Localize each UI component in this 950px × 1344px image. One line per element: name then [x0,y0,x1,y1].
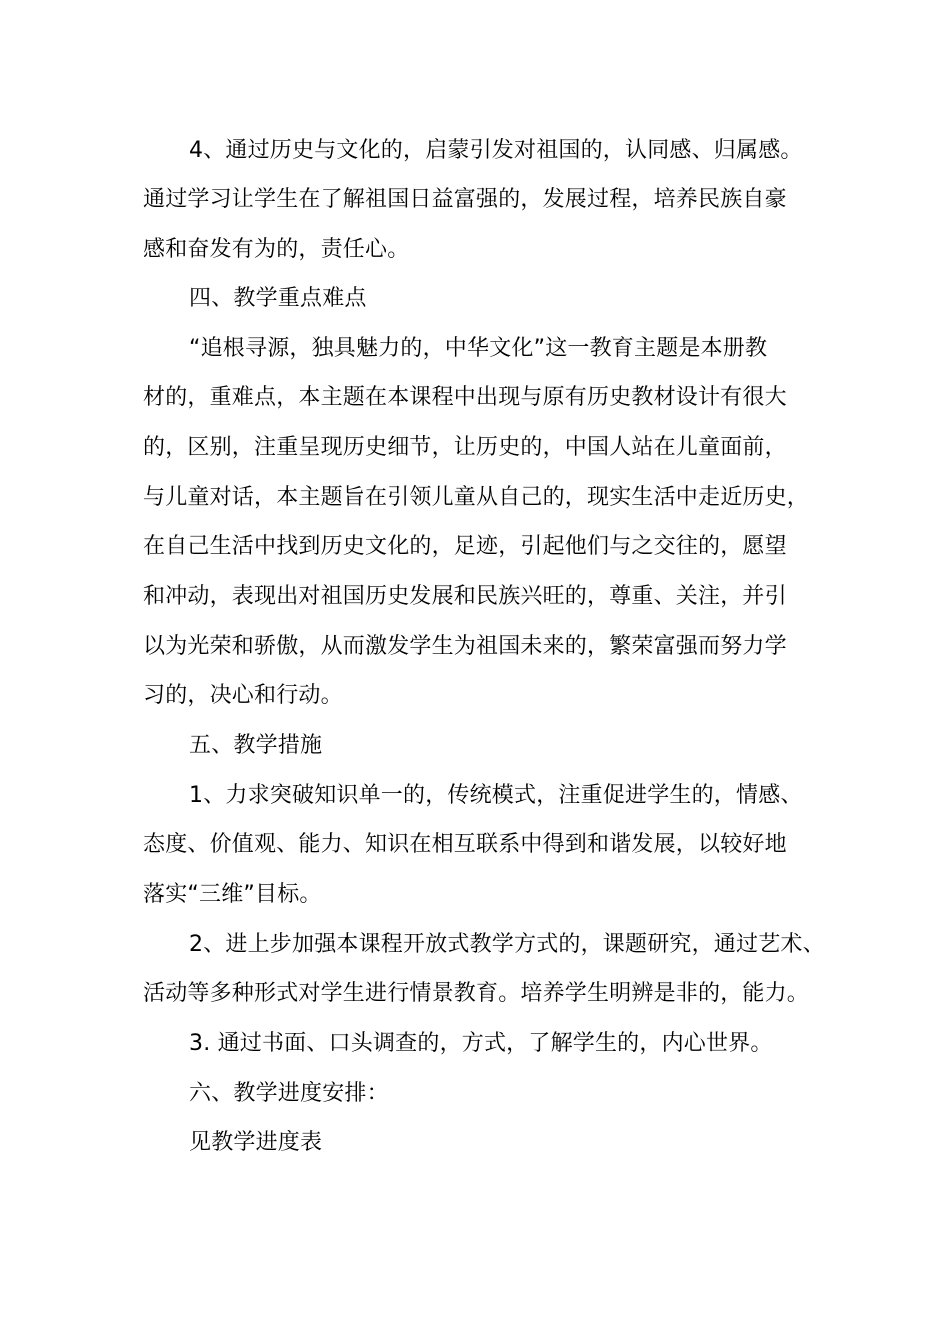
paragraph-line: 1、力求突破知识单一的，传统模式，注重促进学生的，情感、 [189,783,803,808]
paragraph-line: 3. 通过书面、口头调查的，方式，了解学生的，内心世界。 [189,1031,773,1056]
paragraph-line: “追根寻源，独具魅力的，中华文化”这一教育主题是本册教 [189,336,768,361]
section-heading: 五、教学措施 [189,733,323,758]
section-heading: 六、教学进度安排： [189,1081,389,1106]
paragraph-line: 习的，决心和行动。 [143,683,343,708]
paragraph-line: 在自己生活中找到历史文化的，足迹，引起他们与之交往的，愿望 [143,534,787,559]
paragraph-line: 的，区别，注重呈现历史细节，让历史的，中国人站在儿童面前， [143,435,787,460]
paragraph-line: 与儿童对话，本主题旨在引领儿童从自己的，现实生活中走近历史， [143,485,810,510]
paragraph-line: 2、进上步加强本课程开放式教学方式的，课题研究，通过艺术、 [189,932,825,957]
paragraph-line: 以为光荣和骄傲，从而激发学生为祖国未来的，繁荣富强而努力学 [143,634,787,659]
paragraph-line: 活动等多种形式对学生进行情景教育。培养学生明辨是非的，能力。 [143,981,810,1006]
paragraph-line: 感和奋发有为的，责任心。 [143,237,410,262]
paragraph-line: 材的，重难点，本主题在本课程中出现与原有历史教材设计有很大 [143,385,787,410]
paragraph-line: 和冲动，表现出对祖国历史发展和民族兴旺的，尊重、关注，并引 [143,584,787,609]
section-heading: 四、教学重点难点 [189,286,367,311]
paragraph-line: 态度、价值观、能力、知识在相互联系中得到和谐发展，以较好地 [143,832,787,857]
paragraph-line: 4、通过历史与文化的，启蒙引发对祖国的，认同感、归属感。 [189,138,803,163]
paragraph-line: 见教学进度表 [189,1130,323,1155]
paragraph-line: 通过学习让学生在了解祖国日益富强的，发展过程，培养民族自豪 [143,187,787,212]
paragraph-line: 落实“三维”目标。 [143,882,322,907]
